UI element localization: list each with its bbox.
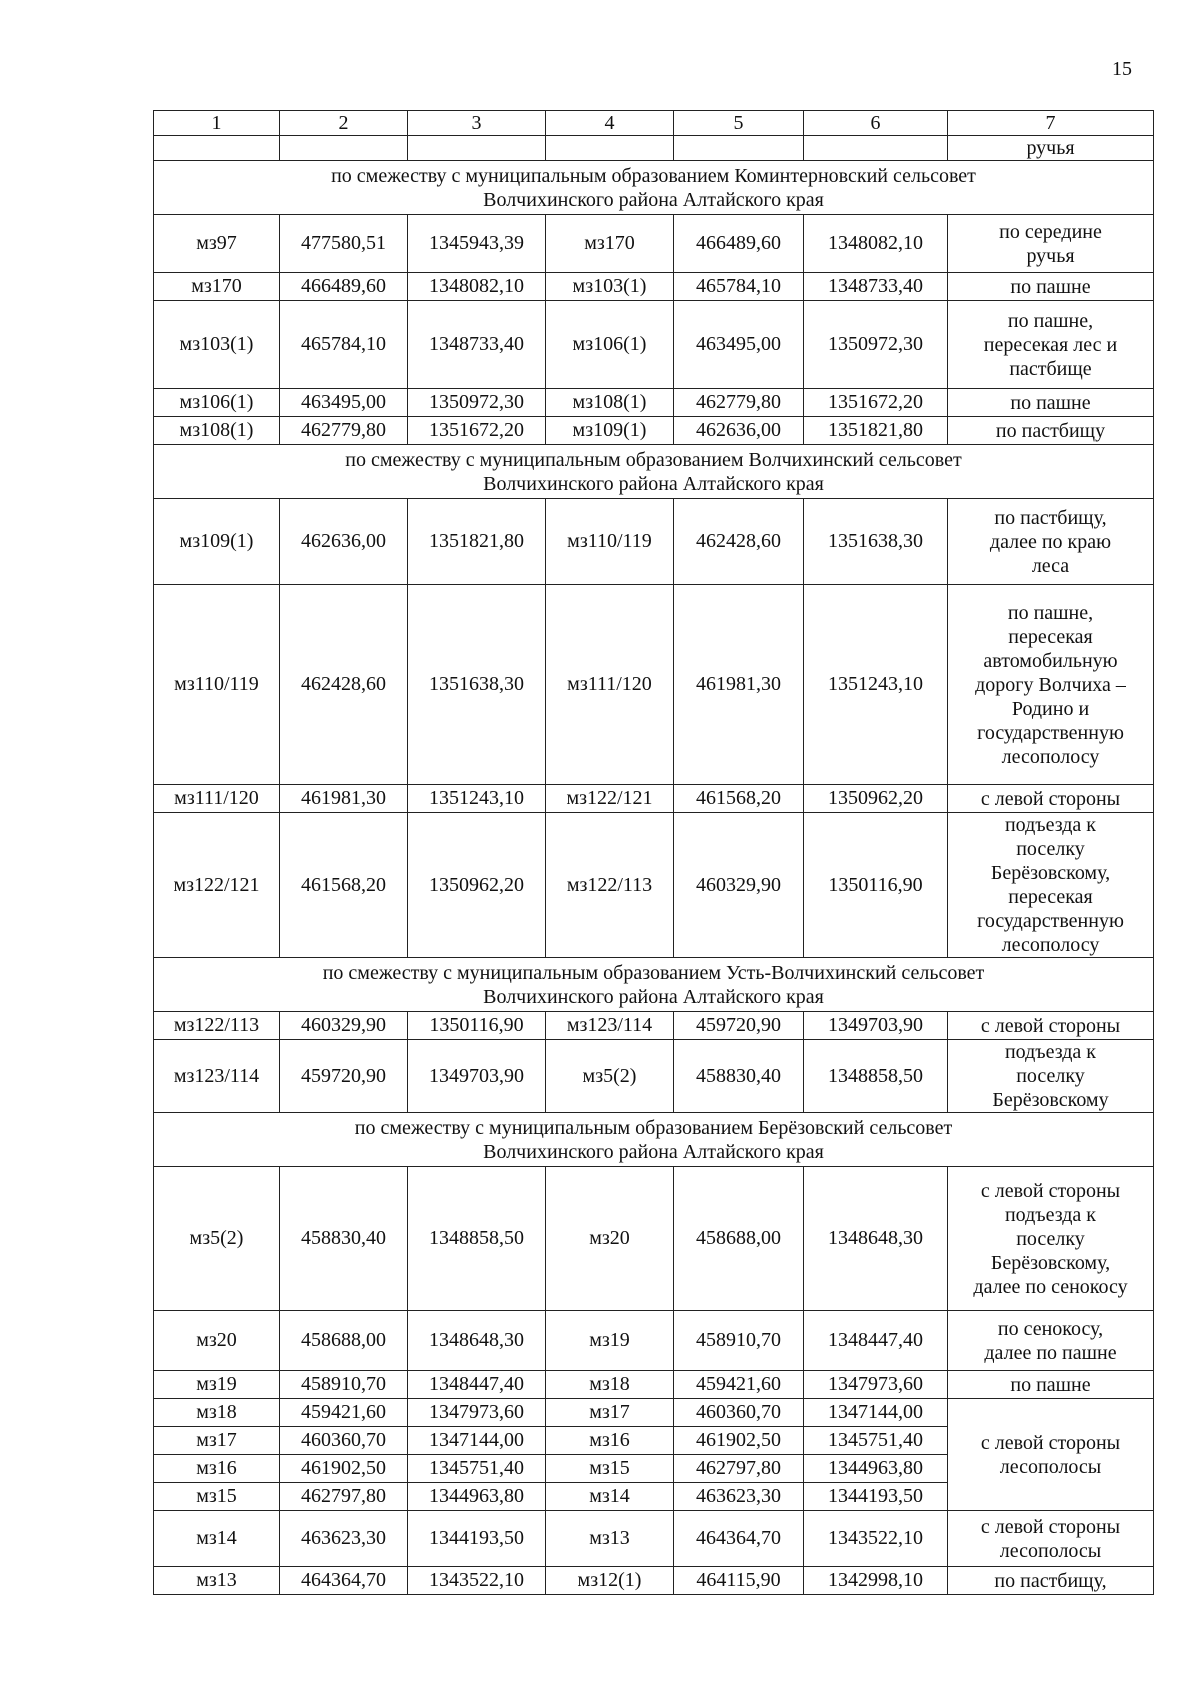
table-cell: 458910,70 [674, 1311, 804, 1371]
table-cell: 1350116,90 [804, 813, 948, 958]
table-cell: мз5(2) [546, 1040, 674, 1113]
boundary-description-cell: ручья [948, 136, 1154, 161]
table-row [154, 1311, 1154, 1371]
table-cell: мз106(1) [546, 301, 674, 389]
table-row [154, 813, 1154, 958]
table-cell: 458688,00 [280, 1311, 408, 1371]
boundary-description-cell: по пашне, пересекая автомобильную дорогу Волчиха – Родино и государственную лесополосу [948, 585, 1154, 785]
table-cell: мз110/119 [546, 499, 674, 585]
table-cell: 466489,60 [280, 273, 408, 301]
table-cell: мз103(1) [546, 273, 674, 301]
table-cell: 1344963,80 [408, 1483, 546, 1511]
table-cell: 1343522,10 [408, 1567, 546, 1595]
table-cell: мз14 [154, 1511, 280, 1567]
table-cell: мз14 [546, 1483, 674, 1511]
table-cell: 1345751,40 [408, 1455, 546, 1483]
table-cell: 1347973,60 [804, 1371, 948, 1399]
boundary-description-cell: по пашне [948, 389, 1154, 417]
section-heading-row [154, 445, 1154, 499]
table-cell: мз106(1) [154, 389, 280, 417]
table-cell: 1345943,39 [408, 215, 546, 273]
table-cell: 1348447,40 [804, 1311, 948, 1371]
table-cell: мз122/121 [546, 785, 674, 813]
table-cell: 460329,90 [674, 813, 804, 958]
column-header: 3 [408, 111, 546, 136]
section-heading: по смежеству с муниципальным образованием Усть-Волчихинский сельсовет Волчихинского района Алтайского края [154, 958, 1154, 1012]
section-heading: по смежеству с муниципальным образованием Волчихинский сельсовет Волчихинского района Алтайского края [154, 445, 1154, 499]
table-cell: мз110/119 [154, 585, 280, 785]
section-heading-row [154, 161, 1154, 215]
column-header: 7 [948, 111, 1154, 136]
table-cell: 1351821,80 [408, 499, 546, 585]
table-cell: 463495,00 [280, 389, 408, 417]
table-cell: 1348733,40 [804, 273, 948, 301]
table-row [154, 417, 1154, 445]
table-row [154, 785, 1154, 813]
table-cell: 459720,90 [674, 1012, 804, 1040]
table-cell: 477580,51 [280, 215, 408, 273]
table-cell: 460360,70 [674, 1399, 804, 1427]
table-cell: мз111/120 [154, 785, 280, 813]
table-row [154, 1040, 1154, 1113]
table-cell: мз109(1) [154, 499, 280, 585]
table-cell: 464115,90 [674, 1567, 804, 1595]
table-cell: 459421,60 [280, 1399, 408, 1427]
table-cell: мз16 [546, 1427, 674, 1455]
table-row [154, 301, 1154, 389]
column-header: 4 [546, 111, 674, 136]
table-cell: мз16 [154, 1455, 280, 1483]
header-row [154, 111, 1154, 136]
table-cell: 1351243,10 [408, 785, 546, 813]
table-cell: 464364,70 [280, 1567, 408, 1595]
table-row [154, 136, 1154, 161]
table-cell: мз111/120 [546, 585, 674, 785]
table-cell: 1347144,00 [408, 1427, 546, 1455]
table-cell: 1342998,10 [804, 1567, 948, 1595]
table-row [154, 1511, 1154, 1567]
table-cell: 460329,90 [280, 1012, 408, 1040]
boundary-description-cell: с левой стороны [948, 1012, 1154, 1040]
table-cell: 462779,80 [280, 417, 408, 445]
section-heading-row [154, 958, 1154, 1012]
table-cell [408, 136, 546, 161]
table-cell: мз17 [546, 1399, 674, 1427]
table-row [154, 389, 1154, 417]
table-cell: 1348082,10 [408, 273, 546, 301]
boundary-description-cell: по пашне, пересекая лес и пастбище [948, 301, 1154, 389]
table-body [154, 111, 1154, 1595]
table-cell: 458830,40 [674, 1040, 804, 1113]
table-cell: 1347973,60 [408, 1399, 546, 1427]
boundary-description-cell: по пастбищу, [948, 1567, 1154, 1595]
table-cell: 1351243,10 [804, 585, 948, 785]
table-row [154, 1012, 1154, 1040]
boundary-description-cell: с левой стороны лесополосы [948, 1399, 1154, 1511]
table-cell: мз108(1) [154, 417, 280, 445]
table-cell: мз123/114 [154, 1040, 280, 1113]
boundary-description-cell: по пастбищу, далее по краю леса [948, 499, 1154, 585]
table-cell: 464364,70 [674, 1511, 804, 1567]
column-header: 6 [804, 111, 948, 136]
table-cell: 463495,00 [674, 301, 804, 389]
table-cell: 1350116,90 [408, 1012, 546, 1040]
table-cell: мз17 [154, 1427, 280, 1455]
page-number: 15 [1112, 58, 1132, 80]
table-cell: 1345751,40 [804, 1427, 948, 1455]
table-cell: 458830,40 [280, 1167, 408, 1311]
table-cell: мз103(1) [154, 301, 280, 389]
table-cell: 1344963,80 [804, 1455, 948, 1483]
table-cell: 461568,20 [280, 813, 408, 958]
table-cell: 465784,10 [280, 301, 408, 389]
boundary-description-cell: с левой стороны подъезда к поселку Берёзовскому, далее по сенокосу [948, 1167, 1154, 1311]
boundary-description-cell: по сенокосу, далее по пашне [948, 1311, 1154, 1371]
table-cell: 1350962,20 [804, 785, 948, 813]
table-cell: 463623,30 [674, 1483, 804, 1511]
table-cell: мз13 [546, 1511, 674, 1567]
table-cell: 463623,30 [280, 1511, 408, 1567]
column-header: 1 [154, 111, 280, 136]
table-cell: 465784,10 [674, 273, 804, 301]
table-cell: мз97 [154, 215, 280, 273]
table-cell: 1350962,20 [408, 813, 546, 958]
table-cell: мз20 [546, 1167, 674, 1311]
boundary-description-cell: подъезда к поселку Берёзовскому, пересекая государственную лесополосу [948, 813, 1154, 958]
boundary-description-cell: по пашне [948, 1371, 1154, 1399]
table-cell: 462636,00 [280, 499, 408, 585]
table-cell: мз122/113 [546, 813, 674, 958]
table-cell: мз108(1) [546, 389, 674, 417]
boundary-description-cell: по пашне [948, 273, 1154, 301]
table-cell: 1351821,80 [804, 417, 948, 445]
table-cell [804, 136, 948, 161]
table-cell: мз122/121 [154, 813, 280, 958]
table-cell: 1350972,30 [804, 301, 948, 389]
table-cell: 1344193,50 [408, 1511, 546, 1567]
section-heading-row [154, 1113, 1154, 1167]
table-cell: 1344193,50 [804, 1483, 948, 1511]
table-cell: мз122/113 [154, 1012, 280, 1040]
table-cell: мз18 [154, 1399, 280, 1427]
table-cell: 1347144,00 [804, 1399, 948, 1427]
table-cell: 462797,80 [674, 1455, 804, 1483]
table-cell [154, 136, 280, 161]
table-cell: мз15 [154, 1483, 280, 1511]
table-row [154, 1399, 1154, 1427]
column-header: 5 [674, 111, 804, 136]
table-cell: 459720,90 [280, 1040, 408, 1113]
table-cell: 1348447,40 [408, 1371, 546, 1399]
table-cell: 1351638,30 [804, 499, 948, 585]
table-cell: 1351672,20 [804, 389, 948, 417]
table-cell: мз18 [546, 1371, 674, 1399]
table-cell: мз15 [546, 1455, 674, 1483]
table-cell: 462428,60 [674, 499, 804, 585]
boundary-description-cell: подъезда к поселку Берёзовскому [948, 1040, 1154, 1113]
table-row [154, 499, 1154, 585]
table-cell: мз19 [154, 1371, 280, 1399]
table-cell: 1348082,10 [804, 215, 948, 273]
table-cell: мз123/114 [546, 1012, 674, 1040]
table-cell: 1343522,10 [804, 1511, 948, 1567]
section-heading: по смежеству с муниципальным образованием Коминтерновский сельсовет Волчихинского района Алтайского края [154, 161, 1154, 215]
boundary-coordinates-table [153, 110, 1154, 1595]
table-cell: 462636,00 [674, 417, 804, 445]
table-row [154, 273, 1154, 301]
table-cell: 458688,00 [674, 1167, 804, 1311]
table-row [154, 1371, 1154, 1399]
table-cell: 462779,80 [674, 389, 804, 417]
table-cell: 458910,70 [280, 1371, 408, 1399]
column-header: 2 [280, 111, 408, 136]
table-cell: мз170 [154, 273, 280, 301]
table-cell: 1350972,30 [408, 389, 546, 417]
table-cell [674, 136, 804, 161]
boundary-description-cell: по пастбищу [948, 417, 1154, 445]
table-cell: 462797,80 [280, 1483, 408, 1511]
table-cell: 461981,30 [280, 785, 408, 813]
table-cell: 460360,70 [280, 1427, 408, 1455]
table-cell: 1349703,90 [408, 1040, 546, 1113]
table-row [154, 1167, 1154, 1311]
boundary-description-cell: с левой стороны лесополосы [948, 1511, 1154, 1567]
table-cell: 461981,30 [674, 585, 804, 785]
table-cell: 462428,60 [280, 585, 408, 785]
table-cell: 461902,50 [674, 1427, 804, 1455]
table-row [154, 215, 1154, 273]
table-cell: 1351672,20 [408, 417, 546, 445]
table-cell [280, 136, 408, 161]
table-cell: 1348858,50 [408, 1167, 546, 1311]
table-cell [546, 136, 674, 161]
table-cell: мз5(2) [154, 1167, 280, 1311]
table-cell: мз12(1) [546, 1567, 674, 1595]
boundary-description-cell: с левой стороны [948, 785, 1154, 813]
table-cell: 461902,50 [280, 1455, 408, 1483]
table-cell: 1348648,30 [804, 1167, 948, 1311]
table-row [154, 1567, 1154, 1595]
table-cell: 466489,60 [674, 215, 804, 273]
table-cell: 459421,60 [674, 1371, 804, 1399]
section-heading: по смежеству с муниципальным образованием Берёзовский сельсовет Волчихинского района Алтайского края [154, 1113, 1154, 1167]
table-cell: мз109(1) [546, 417, 674, 445]
table-cell: 1348648,30 [408, 1311, 546, 1371]
boundary-description-cell: по середине ручья [948, 215, 1154, 273]
table-cell: 1349703,90 [804, 1012, 948, 1040]
table-cell: 1348858,50 [804, 1040, 948, 1113]
table-cell: мз170 [546, 215, 674, 273]
table-cell: 1351638,30 [408, 585, 546, 785]
table-cell: мз13 [154, 1567, 280, 1595]
table-cell: мз19 [546, 1311, 674, 1371]
table-cell: мз20 [154, 1311, 280, 1371]
table-cell: 461568,20 [674, 785, 804, 813]
table-row [154, 585, 1154, 785]
table-cell: 1348733,40 [408, 301, 546, 389]
